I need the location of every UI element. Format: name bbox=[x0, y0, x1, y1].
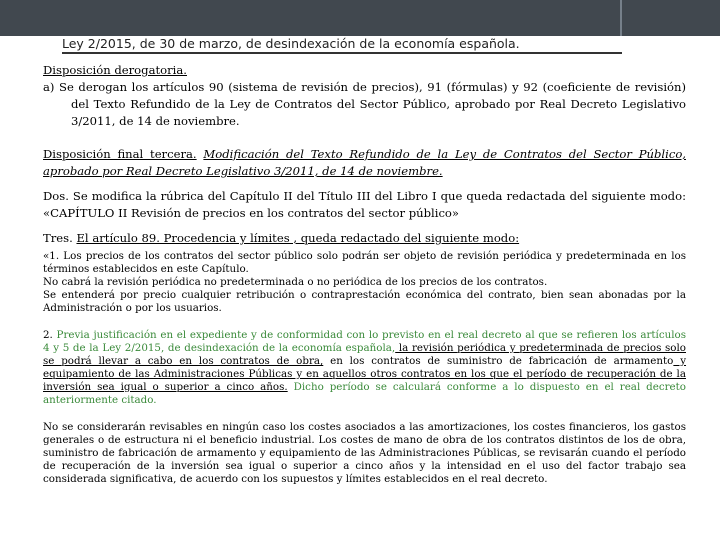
punto2-underlined-2: y equipamiento de las Administraciones Públicas y en aquellos otros contratos en los que el período de recuperación de la inversión sea igual o superior a cinco años. bbox=[43, 355, 687, 393]
tres-paragraph-2: No cabrá la revisión periódica no predeterminada o no periódica de los precios de los contratos. bbox=[43, 276, 548, 288]
section-final-tercera bbox=[43, 146, 686, 180]
punto2-underlined-1: la revisión periódica y predeterminada de precios solo se podrá llevar a cabo en los contratos de obra, bbox=[43, 342, 686, 367]
tres-paragraph-1: «1. Los precios de los contratos del sector público solo podrán ser objeto de revisión periódica y predeterminada en los términos establecidos en este Capítulo. bbox=[43, 250, 686, 275]
section-dos bbox=[43, 188, 686, 222]
derogatoria-text: a) Se derogan los artículos 90 (sistema de revisión de precios), 91 (fórmulas) y 92 (coeficiente de revisión) del Texto Refundido de la Ley de Contratos del Sector Público, aprobado por Real Decreto Legislativo 3/2011, de 14 de noviembre. bbox=[43, 80, 686, 128]
section-punto-2 bbox=[43, 329, 686, 407]
header-bar-right bbox=[622, 0, 720, 36]
section-derogatoria bbox=[43, 62, 686, 130]
final-paragraph-text: No se considerarán revisables en ningún caso los costes asociados a las amortizaciones, los costes financieros, los gastos generales o de estructura ni el beneficio industrial. Los costes de mano de obra de los contratos distintos de los de obra, suministro de fabricación de armamento y equipamiento de las Administraciones Públicas, se revisarán cuando el período de recuperación de la inversión sea igual o superior a cinco años y la intensidad en el uso del factor trabajo sea considerada significativa, de acuerdo con los supuestos y límites establecidos en el real decreto. bbox=[43, 421, 686, 485]
derogatoria-heading: Disposición derogatoria. bbox=[43, 63, 187, 77]
tres-prefix: Tres. bbox=[43, 231, 73, 245]
final-tercera-heading: Disposición final tercera. bbox=[43, 147, 197, 161]
tres-paragraph-3: Se entenderá por precio cualquier retribución o contraprestación económica del contrato, bien sean abonadas por la Administración o por los usuarios. bbox=[43, 289, 686, 314]
header-bar bbox=[0, 0, 622, 36]
section-tres bbox=[43, 230, 686, 315]
final-tercera-subheading: Modificación del Texto Refundido de la Ley de Contratos del Sector Público, aprobado por Real Decreto Legislativo 3/2011, de 14 de noviembre. bbox=[43, 147, 686, 178]
document-body bbox=[43, 62, 686, 500]
tres-heading: El artículo 89. Procedencia y límites , queda redactado del siguiente modo: bbox=[76, 231, 520, 245]
section-final-paragraph bbox=[43, 421, 686, 486]
page-title: Ley 2/2015, de 30 de marzo, de desindexación de la economía española. bbox=[62, 36, 520, 51]
punto2-green-end: Dicho período se calculará conforme a lo dispuesto en el real decreto anteriormente citado. bbox=[43, 381, 686, 406]
punto2-plain-1: en los contratos de suministro de fabricación de armamento bbox=[323, 355, 674, 367]
dos-text: Dos. Se modifica la rúbrica del Capítulo II del Título III del Libro I que queda redactada del siguiente modo: «CAPÍTULO II Revisión de precios en los contratos del sector público» bbox=[43, 189, 686, 220]
punto2-green-start: Previa justificación en el expediente y de conformidad con lo previsto en el real decreto al que se refieren los artículos 4 y 5 de la Ley 2/2015, de desindexación de la economía española, bbox=[43, 329, 686, 354]
punto2-number: 2. bbox=[43, 329, 53, 341]
title-underline bbox=[62, 52, 622, 54]
